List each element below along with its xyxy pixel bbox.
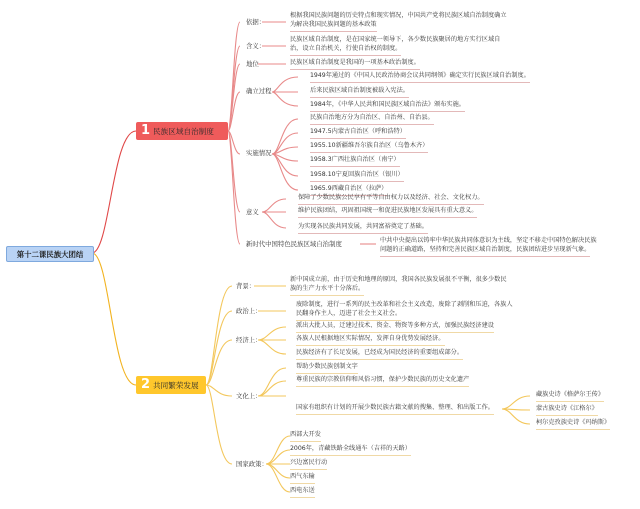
new-era-text-1: 中共中央提出以铸牢中华民族共同体意识为主线，坚定不移走中国特色解决民族 <box>380 237 597 244</box>
status-text: 民族区域自治制度是我国的一项基本政治制度。 <box>290 59 420 70</box>
label-national-policy: 国家政策： <box>236 460 268 468</box>
impl-item: 1955.10新疆维吾尔族自治区（乌鲁木齐） <box>310 142 428 153</box>
policy-item: 西电东送 <box>290 487 315 498</box>
label-significance: 意义 <box>246 208 259 216</box>
culture-item: 帮助少数民族创制文字 <box>296 363 358 374</box>
policy-item: 2006年，青藏铁路全线通车（吉祥的天路） <box>290 445 411 456</box>
branch-number: 2 <box>141 377 151 392</box>
politics-text-2: 民翻身作主人，迈进了社会主义社会。 <box>296 310 401 321</box>
label-background: 背景： <box>236 282 256 290</box>
meaning-def-text-2: 治，设立自治机关，行使自治权的制度。 <box>290 45 401 56</box>
basis-text-2: 为解决我国民族问题的基本政策 <box>290 21 377 32</box>
background-text-1: 新中国成立前，由于历史和地理的原因，我国各民族发展很不平衡，很多少数民 <box>290 276 507 283</box>
process-item: 后来民族区域自治制度被载入宪法。 <box>310 87 409 98</box>
culture-item: 国家有组织有计划的开展少数民族古籍文献的搜集、整理、和出版工作。 <box>296 404 494 415</box>
impl-item: 1947.5内蒙古自治区（呼和浩特） <box>310 128 406 139</box>
branch-title: 共同繁荣发展 <box>153 380 199 390</box>
label-culture: 文化上： <box>236 392 262 400</box>
branch-common-prosperity <box>136 376 206 394</box>
label-politics: 政治上： <box>236 307 262 315</box>
label-implementation: 实施情况 <box>246 149 272 157</box>
background-text-2: 族的生产力水平十分落后。 <box>290 285 364 296</box>
label-status: 地位 <box>246 60 259 68</box>
branch-regional-autonomy <box>136 122 228 140</box>
economy-item: 各族人民根据地区实际情况，发挥自身优势发展经济。 <box>296 335 445 346</box>
impl-item: 民族自治地方分为自治区、自治州、自治县。 <box>310 114 434 125</box>
epic-item: 柯尔克孜族史诗《玛纳斯》 <box>536 419 610 430</box>
process-item: 1984年，《中华人民共和国民族区域自治法》颁布实施。 <box>310 101 465 112</box>
process-item: 1949年通过的《中国人民政治协商会议共同纲领》确定实行民族区域自治制度。 <box>310 72 530 83</box>
branch-title: 民族区域自治制度 <box>153 126 214 136</box>
impl-item: 1965.9西藏自治区（拉萨） <box>310 185 387 196</box>
root-topic: 第十二课民族大团结 <box>6 246 94 262</box>
significance-item: 保障了少数民族公民享有平等自由权力以及经济、社会、文化权力。 <box>298 194 484 205</box>
new-era-text-2: 问题的正确道路，坚持和完善民族区域自治制度，民族团结进步呈现新气象。 <box>380 246 590 257</box>
branch-number: 1 <box>141 123 151 138</box>
significance-item: 为实现各民族共同发展，共同富裕奠定了基础。 <box>298 223 428 234</box>
politics-text-1: 废除制度，进行一系列的民主改革和社会主义改造，废除了剥削和压迫，各族人 <box>296 301 513 308</box>
basis-text-1: 根据我国民族问题的历史特点和现实情况，中国共产党将民族区域自治制度确立 <box>290 12 507 19</box>
culture-item: 尊重民族的宗教信仰和风俗习惯，保护少数民族的历史文化遗产 <box>296 376 469 387</box>
label-economy: 经济上： <box>236 336 262 344</box>
meaning-def-text-1: 民族区域自治制度，是在国家统一领导下，各少数民族聚居的地方实行区域自 <box>290 36 501 43</box>
epic-item: 藏族史诗《格萨尔王传》 <box>536 391 604 402</box>
significance-item: 维护民族团结，巩固祖国统一和促进民族地区发展具有重大意义。 <box>298 207 477 218</box>
label-basis: 依据： <box>246 18 266 26</box>
impl-item: 1958.10宁夏回族自治区（银川） <box>310 171 404 182</box>
policy-item: 兴边富民行动 <box>290 459 327 470</box>
economy-item: 民族经济有了长足发展，已经成为国民经济的重要组成部分。 <box>296 349 463 360</box>
label-new-era: 新时代中国特色民族区域自治制度 <box>246 240 342 248</box>
epic-item: 蒙古族史诗《江格尔》 <box>536 405 598 416</box>
label-meaning-def: 含义： <box>246 42 266 50</box>
policy-item: 西气东输 <box>290 473 315 484</box>
economy-item: 派出大批人员，迁建过技术、资金、物资等多种方式，加强民族经济建设 <box>296 322 494 333</box>
label-process: 确立过程 <box>246 87 272 95</box>
policy-item: 西部大开发 <box>290 431 321 442</box>
impl-item: 1958.3广西壮族自治区（南宁） <box>310 156 400 167</box>
